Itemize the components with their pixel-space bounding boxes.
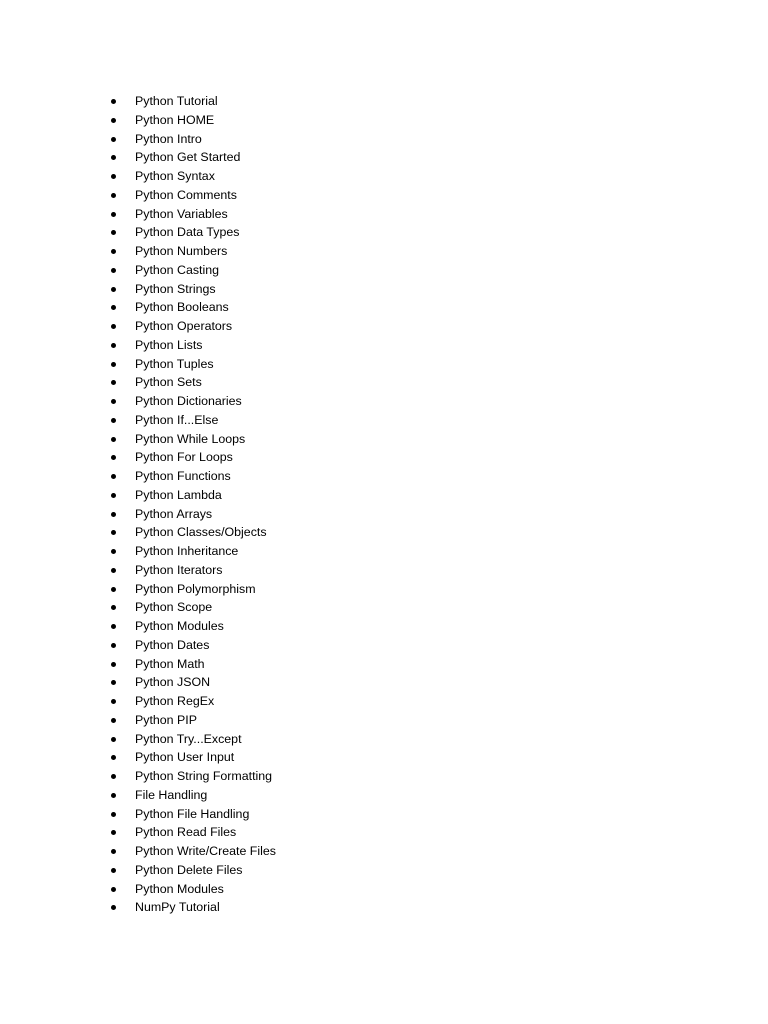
bullet-icon <box>111 737 116 742</box>
list-item-text: Python If...Else <box>135 412 219 427</box>
list-item <box>109 467 276 486</box>
bullet-icon <box>111 305 116 310</box>
list-item <box>109 748 276 767</box>
bullet-list <box>109 92 276 917</box>
list-item <box>109 767 276 786</box>
list-item-text: Python Variables <box>135 206 228 221</box>
bullet-icon <box>111 399 116 404</box>
bullet-icon <box>111 493 116 498</box>
list-item-text: Python Syntax <box>135 169 215 183</box>
bullet-icon <box>111 155 116 160</box>
bullet-icon <box>111 287 116 292</box>
bullet-icon <box>111 549 116 554</box>
bullet-icon <box>111 793 116 798</box>
list-item <box>109 523 276 542</box>
bullet-icon <box>111 868 116 873</box>
list-item-text: Python Tuples <box>135 356 214 371</box>
list-item <box>109 130 276 149</box>
bullet-icon <box>111 530 116 535</box>
bullet-icon <box>111 680 116 685</box>
list-item-text: Python File Handling <box>135 806 250 821</box>
bullet-icon <box>111 755 116 760</box>
list-item-text: Python While Loops <box>135 431 246 446</box>
list-item-text: Python Arrays <box>135 506 213 521</box>
bullet-icon <box>111 437 116 442</box>
list-item <box>109 411 276 430</box>
bullet-icon <box>111 587 116 592</box>
list-item <box>109 298 276 317</box>
bullet-icon <box>111 699 116 704</box>
list-item-text: Python Data Types <box>135 225 240 240</box>
list-item-text: Python Get Started <box>135 150 241 165</box>
list-item-text: Python Modules <box>135 881 224 896</box>
list-item-text: Python Functions <box>135 469 231 483</box>
list-item <box>109 167 276 186</box>
bullet-icon <box>111 362 116 367</box>
bullet-icon <box>111 643 116 648</box>
list-item <box>109 617 276 636</box>
list-item <box>109 880 276 899</box>
list-item <box>109 673 276 692</box>
bullet-icon <box>111 624 116 629</box>
list-item-text: Python String Formatting <box>135 769 273 783</box>
list-item-text: Python Inheritance <box>135 544 239 558</box>
bullet-icon <box>111 568 116 573</box>
bullet-icon <box>111 324 116 329</box>
list-item <box>109 355 276 374</box>
bullet-icon <box>111 380 116 385</box>
list-item <box>109 486 276 505</box>
list-item <box>109 392 276 411</box>
bullet-icon <box>111 193 116 198</box>
list-item <box>109 598 276 617</box>
list-item-text: Python Math <box>135 656 205 671</box>
bullet-icon <box>111 418 116 423</box>
list-item-text: Python Strings <box>135 281 216 296</box>
list-item <box>109 692 276 711</box>
list-item-text: Python Read Files <box>135 825 237 840</box>
list-item-text: Python Operators <box>135 319 233 333</box>
list-item <box>109 505 276 524</box>
list-item-text: Python Tutorial <box>135 94 218 108</box>
list-item <box>109 373 276 392</box>
list-item-text: Python RegEx <box>135 694 215 708</box>
list-item <box>109 655 276 674</box>
list-item <box>109 430 276 449</box>
list-item <box>109 448 276 467</box>
bullet-icon <box>111 905 116 910</box>
bullet-icon <box>111 887 116 892</box>
list-item <box>109 186 276 205</box>
list-item-text: Python Polymorphism <box>135 581 256 596</box>
list-item-text: Python Delete Files <box>135 862 243 877</box>
bullet-icon <box>111 774 116 779</box>
list-item <box>109 711 276 730</box>
bullet-icon <box>111 605 116 610</box>
list-item-text: NumPy Tutorial <box>135 900 220 915</box>
bullet-icon <box>111 99 116 104</box>
list-item-text: Python Classes/Objects <box>135 525 267 540</box>
list-item-text: Python Sets <box>135 375 202 390</box>
list-item <box>109 205 276 224</box>
list-item <box>109 561 276 580</box>
list-item-text: Python PIP <box>135 712 197 727</box>
list-item <box>109 636 276 655</box>
bullet-icon <box>111 230 116 235</box>
list-item-text: Python Write/Create Files <box>135 844 276 858</box>
list-item <box>109 861 276 880</box>
list-item <box>109 223 276 242</box>
bullet-icon <box>111 118 116 123</box>
list-item-text: Python Dates <box>135 637 210 652</box>
list-item-text: Python JSON <box>135 675 211 690</box>
list-item <box>109 92 276 111</box>
bullet-icon <box>111 718 116 723</box>
list-item-text: Python HOME <box>135 112 215 127</box>
list-item-text: Python Scope <box>135 600 213 615</box>
bullet-icon <box>111 455 116 460</box>
list-item-text: Python Try...Except <box>135 731 242 746</box>
list-item <box>109 842 276 861</box>
bullet-icon <box>111 249 116 254</box>
list-item-text: Python Numbers <box>135 244 228 258</box>
bullet-icon <box>111 174 116 179</box>
list-item-text: Python User Input <box>135 750 235 765</box>
list-item <box>109 317 276 336</box>
list-item <box>109 111 276 130</box>
list-item <box>109 148 276 167</box>
bullet-icon <box>111 212 116 217</box>
list-item <box>109 823 276 842</box>
list-item <box>109 580 276 599</box>
list-item <box>109 336 276 355</box>
list-item <box>109 280 276 299</box>
list-item-text: Python Modules <box>135 619 224 633</box>
list-item-text: Python Booleans <box>135 300 229 315</box>
bullet-icon <box>111 830 116 835</box>
list-item-text: File Handling <box>135 787 208 802</box>
list-item <box>109 242 276 261</box>
bullet-icon <box>111 343 116 348</box>
list-item-text: Python Comments <box>135 187 237 202</box>
bullet-icon <box>111 137 116 142</box>
list-item <box>109 786 276 805</box>
list-item <box>109 261 276 280</box>
list-item-text: Python Dictionaries <box>135 394 242 408</box>
bullet-icon <box>111 812 116 817</box>
bullet-icon <box>111 662 116 667</box>
list-item-text: Python Iterators <box>135 562 223 577</box>
bullet-icon <box>111 849 116 854</box>
list-item <box>109 730 276 749</box>
bullet-icon <box>111 474 116 479</box>
list-item <box>109 805 276 824</box>
list-item-text: Python Lists <box>135 337 203 352</box>
list-item-text: Python Lambda <box>135 487 222 502</box>
list-item <box>109 542 276 561</box>
bullet-icon <box>111 268 116 273</box>
bullet-icon <box>111 512 116 517</box>
list-item-text: Python Intro <box>135 131 202 146</box>
list-item-text: Python Casting <box>135 262 220 277</box>
list-item <box>109 898 276 917</box>
list-item-text: Python For Loops <box>135 450 233 465</box>
